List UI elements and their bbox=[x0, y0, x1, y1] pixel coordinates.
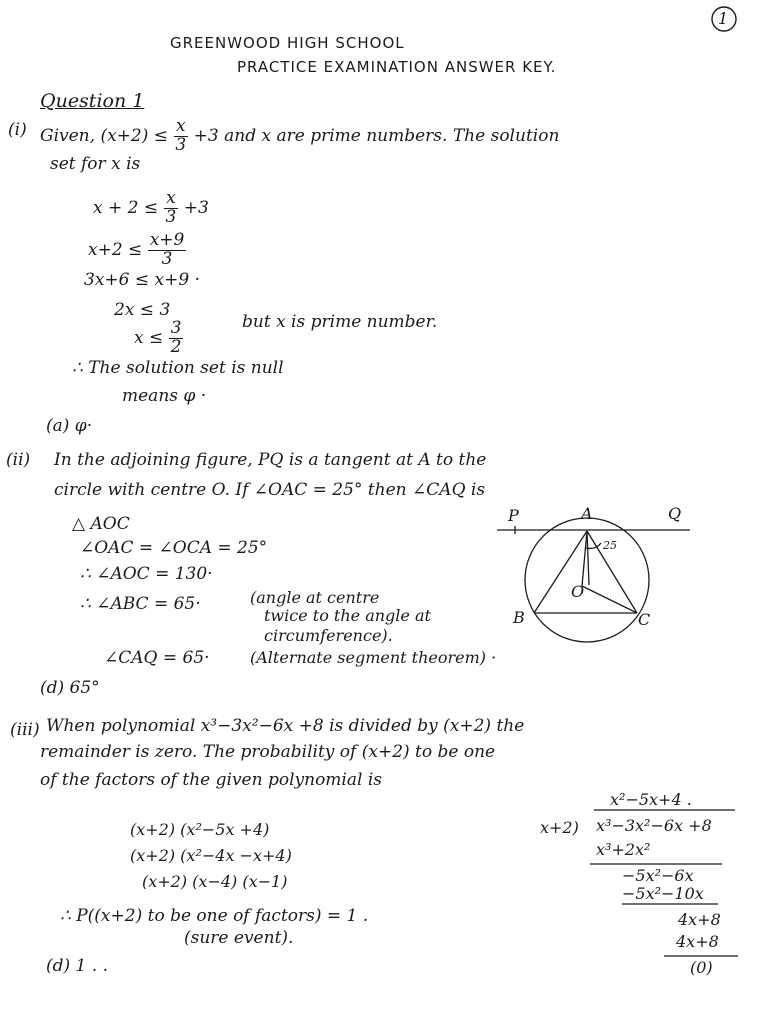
altitude-line bbox=[587, 531, 589, 585]
q1-line1-a: Given, (x+2) ≤ bbox=[40, 125, 168, 146]
q2-line2: circle with centre O. If ∠OAC = 25° then ∠CAQ is bbox=[54, 480, 486, 500]
q1-frac-num: x bbox=[176, 116, 186, 136]
div-sub2: −5x²−10x bbox=[622, 884, 704, 903]
q1-step2-den: 3 bbox=[161, 248, 173, 269]
q2-step5-note: (Alternate segment theorem) · bbox=[250, 648, 497, 667]
q1-step2-frac bbox=[148, 232, 187, 269]
q2-step5: ∠CAQ = 65· bbox=[104, 648, 210, 668]
q1-step5-note: but x is prime number. bbox=[242, 312, 438, 332]
div-rem1: −5x²−6x bbox=[622, 866, 694, 885]
div-rem2: 4x+8 bbox=[678, 910, 721, 929]
q1-fraction bbox=[173, 118, 188, 155]
q3-answer: (d) 1 . . bbox=[46, 956, 108, 976]
fig-label-b: B bbox=[513, 608, 525, 627]
q1-step6: ∴ The solution set is null bbox=[72, 358, 284, 378]
div-final: (0) bbox=[690, 958, 713, 977]
q1-step1-num: x bbox=[166, 188, 176, 208]
q3-line3: of the factors of the given polynomial is bbox=[40, 770, 382, 790]
q1-step7: means φ · bbox=[122, 386, 207, 406]
div-sub3: 4x+8 bbox=[676, 932, 719, 951]
q2-label: (ii) bbox=[6, 450, 31, 470]
q1-step4: 2x ≤ 3 bbox=[114, 300, 171, 320]
q3-factor2: (x+2) (x²−4x −x+4) bbox=[130, 846, 292, 865]
q1-step1 bbox=[93, 190, 209, 227]
q3-factor3: (x+2) (x−4) (x−1) bbox=[142, 872, 288, 891]
q1-step5-lhs: x ≤ bbox=[134, 327, 164, 348]
div-quotient: x²−5x+4 . bbox=[610, 790, 692, 809]
q1-frac-den: 3 bbox=[175, 134, 187, 155]
fig-label-angle: 25 bbox=[603, 539, 617, 552]
fig-label-q: Q bbox=[668, 504, 682, 523]
radius-oa bbox=[582, 531, 587, 586]
fig-label-c: C bbox=[638, 610, 651, 629]
q1-step1-rhs: +3 bbox=[183, 197, 209, 218]
q2-step3: ∴ ∠AOC = 130· bbox=[80, 564, 213, 584]
q1-step1-frac bbox=[164, 190, 179, 227]
fig-label-a: A bbox=[581, 504, 593, 523]
q2-step4-note1: (angle at centre bbox=[250, 588, 380, 607]
q1-step3: 3x+6 ≤ x+9 · bbox=[84, 270, 200, 290]
q2-step4-note2: twice to the angle at bbox=[264, 606, 431, 625]
fig-label-p: P bbox=[508, 506, 519, 525]
question-heading: Question 1 bbox=[40, 90, 145, 112]
q1-step2-lhs: x+2 ≤ bbox=[88, 239, 143, 260]
q1-step5-frac bbox=[169, 320, 184, 357]
q2-step1: △ AOC bbox=[72, 514, 130, 534]
circle-figure bbox=[497, 518, 690, 642]
q2-step4: ∴ ∠ABC = 65· bbox=[80, 594, 201, 614]
q1-label: (i) bbox=[8, 120, 27, 140]
q3-line2: remainder is zero. The probability of (x+2) to be one bbox=[40, 742, 496, 762]
exam-title: PRACTICE EXAMINATION ANSWER KEY. bbox=[237, 58, 557, 76]
q1-step5-num: 3 bbox=[170, 318, 182, 338]
q1-step5-den: 2 bbox=[170, 336, 182, 357]
q3-probability-note: (sure event). bbox=[184, 928, 294, 948]
q1-step2-num: x+9 bbox=[149, 230, 185, 250]
q2-step4-note3: circumference). bbox=[264, 626, 393, 645]
q1-line1 bbox=[40, 118, 559, 155]
q1-step5 bbox=[134, 320, 183, 357]
div-dividend: x³−3x²−6x +8 bbox=[596, 816, 712, 835]
q1-line2: set for x is bbox=[50, 154, 141, 174]
q3-label: (iii) bbox=[10, 720, 40, 740]
q3-factor1: (x+2) (x²−5x +4) bbox=[130, 820, 270, 839]
q2-step2: ∠OAC = ∠OCA = 25° bbox=[80, 538, 268, 558]
q3-line1: When polynomial x³−3x²−6x +8 is divided by (x+2) the bbox=[46, 716, 525, 736]
q2-answer: (d) 65° bbox=[40, 678, 100, 698]
fig-label-o: O bbox=[571, 582, 585, 601]
div-sub1: x³+2x² bbox=[596, 840, 651, 859]
page-number: 1 bbox=[718, 9, 729, 28]
q1-step1-lhs: x + 2 ≤ bbox=[93, 197, 159, 218]
div-divisor: x+2) bbox=[540, 818, 579, 837]
q2-line1: In the adjoining figure, PQ is a tangent at A to the bbox=[54, 450, 487, 470]
q3-probability: ∴ P((x+2) to be one of factors) = 1 . bbox=[60, 906, 369, 926]
q1-answer: (a) φ· bbox=[46, 416, 93, 436]
q1-line1-b: +3 and x are prime numbers. The solution bbox=[193, 125, 560, 146]
q1-step2 bbox=[88, 232, 186, 269]
school-name: GREENWOOD HIGH SCHOOL bbox=[170, 34, 405, 52]
q1-step1-den: 3 bbox=[165, 206, 177, 227]
